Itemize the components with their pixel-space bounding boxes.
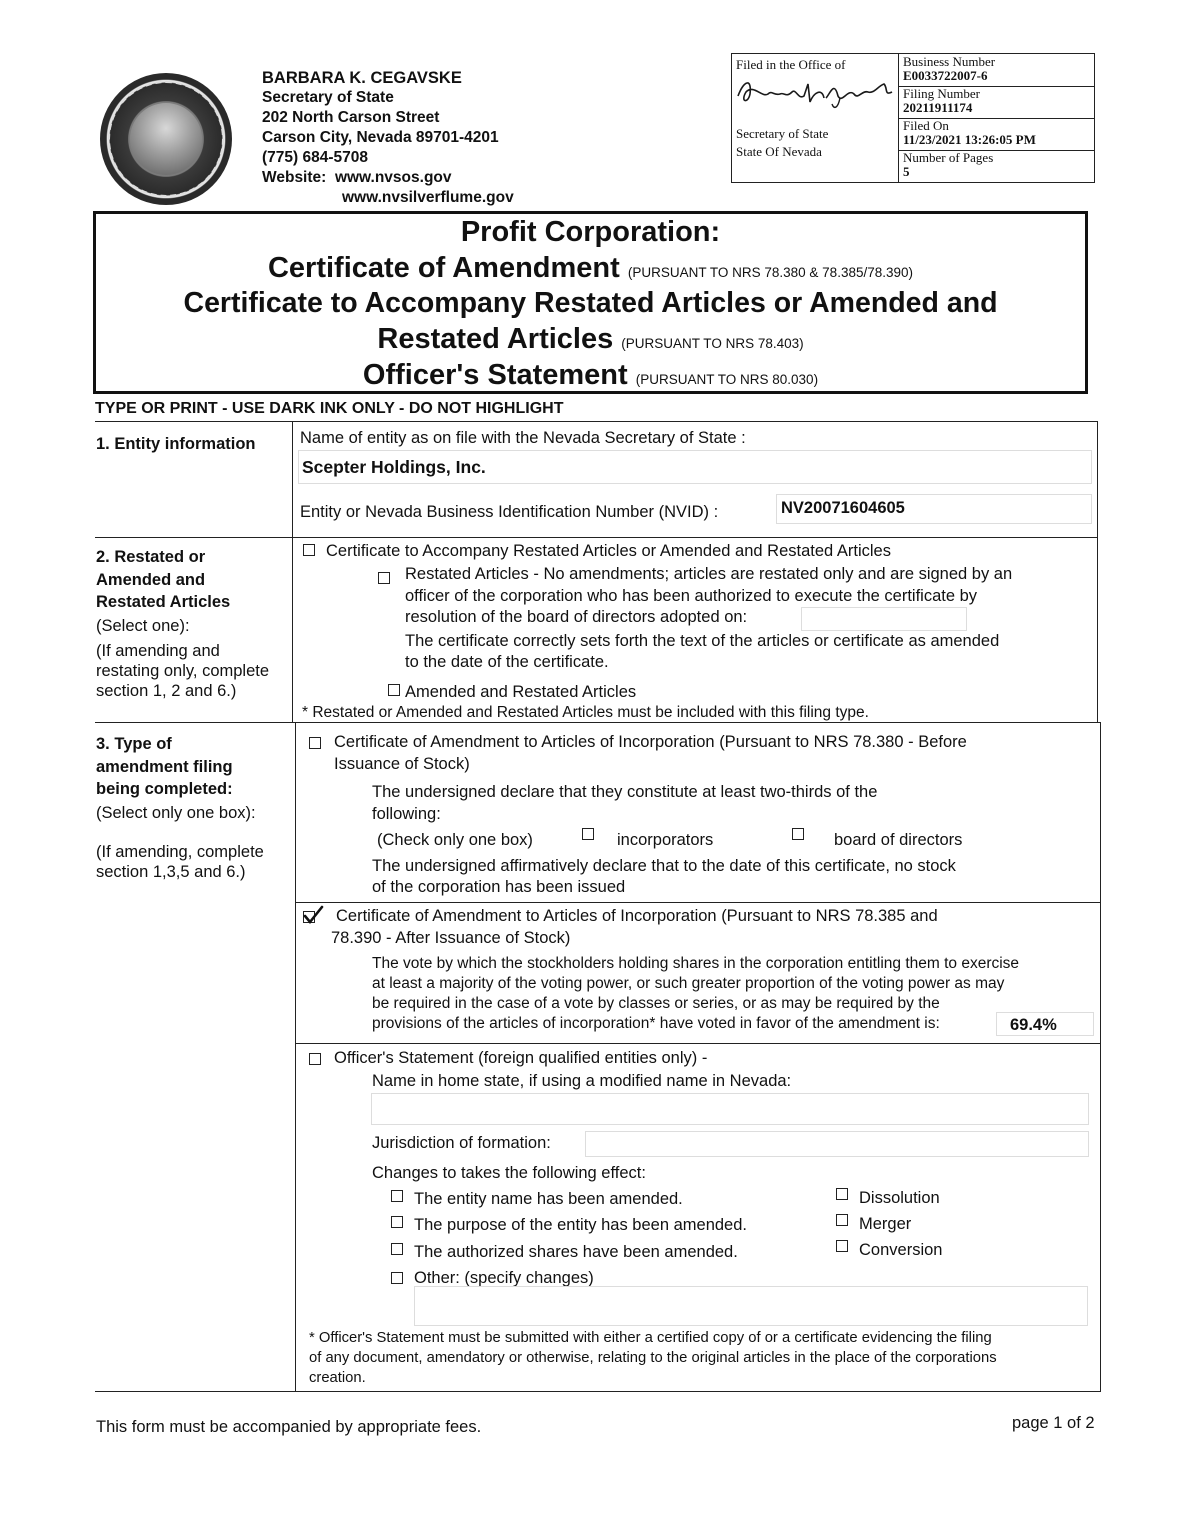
section3-note bbox=[96, 842, 264, 882]
officer-footnote bbox=[309, 1328, 997, 1388]
nevada-state-seal bbox=[100, 73, 232, 205]
title-officer-note: (PURSUANT TO NRS 80.030) bbox=[635, 372, 819, 387]
opt-restated-articles-l3: resolution of the board of directors adopted on: bbox=[405, 608, 748, 626]
address-line-2: Carson City, Nevada 89701-4201 bbox=[262, 129, 499, 146]
website-label: Website: bbox=[262, 169, 327, 186]
declare-l1: The undersigned declare that they constitute at least two-thirds of the bbox=[372, 783, 878, 801]
title-cert-accompany: Certificate to Accompany Restated Articles or Amended and bbox=[183, 287, 998, 319]
vote-l1: The vote by which the stockholders holding shares in the corporation entitling them to exercise bbox=[372, 955, 1020, 972]
title-restated-note: (PURSUANT TO NRS 78.403) bbox=[621, 336, 804, 351]
col-divider-2 bbox=[295, 722, 296, 1392]
section2-label-l3: Restated Articles bbox=[96, 593, 231, 611]
section2-note bbox=[96, 641, 269, 701]
pages-value: 5 bbox=[903, 164, 910, 179]
title-restated-text: Restated Articles bbox=[377, 323, 614, 355]
vote-l3: be required in the case of a vote by classes or series, or as may be required by the bbox=[372, 995, 940, 1012]
checkbox-dissolution[interactable] bbox=[836, 1188, 848, 1200]
seal-center bbox=[130, 103, 202, 175]
opt-restated-certificate: Certificate to Accompany Restated Articles or Amended and Restated Articles bbox=[326, 542, 891, 560]
row-divider-3 bbox=[295, 902, 1100, 903]
nvid-field[interactable] bbox=[776, 494, 1092, 524]
entity-name-prompt: Name of entity as on file with the Nevada Secretary of State : bbox=[300, 429, 746, 447]
opt-after-issuance bbox=[331, 905, 938, 949]
opt-before-issuance-l2: Issuance of Stock) bbox=[334, 755, 470, 773]
checkbox-amended-restated[interactable] bbox=[388, 684, 400, 696]
filing-stamp-box bbox=[731, 53, 1095, 183]
officer-footnote-l3: creation. bbox=[309, 1370, 366, 1386]
affirm-l1: The undersigned affirmatively declare that to the date of this certificate, no stock bbox=[372, 857, 956, 875]
checkbox-board-of-directors[interactable] bbox=[792, 828, 804, 840]
chg-dissolution-label: Dissolution bbox=[859, 1189, 940, 1207]
business-number-value: E0033722007-6 bbox=[903, 68, 988, 83]
business-number-label: Business Number bbox=[903, 54, 996, 69]
right-border-2 bbox=[1100, 722, 1101, 1392]
checkbox-other-changes[interactable] bbox=[391, 1272, 403, 1284]
form-title-box bbox=[93, 211, 1088, 394]
checkbox-name-amended[interactable] bbox=[391, 1190, 403, 1202]
checkbox-officer-statement[interactable] bbox=[309, 1053, 321, 1065]
phone: (775) 684-5708 bbox=[262, 149, 368, 166]
title-restated bbox=[96, 323, 1085, 356]
filed-office-cell bbox=[732, 54, 899, 182]
officer-footnote-l1: * Officer's Statement must be submitted with either a certified copy of or a certificate evidencing the filing bbox=[309, 1330, 992, 1346]
filing-number-value: 20211911174 bbox=[903, 100, 973, 115]
instructions: TYPE OR PRINT - USE DARK INK ONLY - DO NOT HIGHLIGHT bbox=[95, 400, 564, 417]
section3-label-l3: being completed: bbox=[96, 780, 233, 798]
affirm-l2: of the corporation has been issued bbox=[372, 878, 626, 896]
other-changes-field[interactable] bbox=[414, 1286, 1088, 1326]
filed-on-cell bbox=[899, 119, 1094, 151]
checkmark-icon bbox=[302, 904, 324, 926]
title-cert-amendment bbox=[96, 252, 1085, 285]
section2-label bbox=[96, 546, 230, 614]
vote-l4: provisions of the articles of incorporation* have voted in favor of the amendment is: bbox=[372, 1015, 940, 1032]
pages-label: Number of Pages bbox=[903, 150, 994, 165]
checkbox-shares-amended[interactable] bbox=[391, 1243, 403, 1255]
checkbox-incorporators[interactable] bbox=[582, 828, 594, 840]
checkbox-conversion[interactable] bbox=[836, 1240, 848, 1252]
address-line-1: 202 North Carson Street bbox=[262, 109, 440, 126]
officer-statement-l1: Officer's Statement (foreign qualified entities only) - bbox=[334, 1049, 708, 1067]
section1-label: 1. Entity information bbox=[96, 435, 256, 453]
vote-percentage-field[interactable] bbox=[996, 1012, 1094, 1036]
officer-footnote-l2: of any document, amendatory or otherwise, relating to the original articles in the place of the corporations bbox=[309, 1350, 997, 1366]
secretary-signature bbox=[734, 74, 896, 112]
filed-on-value: 11/23/2021 13:26:05 PM bbox=[903, 132, 1036, 147]
opt-restated-articles-l1: Restated Articles - No amendments; articles are restated only and are signed by an bbox=[405, 565, 1013, 583]
filing-number-cell bbox=[899, 87, 1094, 119]
state-label: State Of Nevada bbox=[736, 144, 822, 159]
secretary-header bbox=[262, 68, 514, 208]
nvid-value: NV20071604605 bbox=[781, 499, 905, 517]
secretary-name: BARBARA K. CEGAVSKE bbox=[262, 69, 462, 87]
table-top-rule bbox=[95, 421, 1098, 422]
section2-footnote: * Restated or Amended and Restated Articles must be included with this filing type. bbox=[302, 704, 869, 721]
check-one-label: (Check only one box) bbox=[377, 831, 533, 849]
jurisdiction-field[interactable] bbox=[585, 1131, 1089, 1157]
right-border-1 bbox=[1097, 421, 1098, 723]
section3-label-l2: amendment filing bbox=[96, 757, 233, 776]
vote-text bbox=[372, 954, 1019, 1034]
title-cert-amendment-note: (PURSUANT TO NRS 78.380 & 78.385/78.390) bbox=[627, 265, 914, 280]
section3-note-l1: (If amending, complete bbox=[96, 843, 264, 861]
fees-note: This form must be accompanied by appropriate fees. bbox=[96, 1418, 482, 1436]
nvid-prompt: Entity or Nevada Business Identification Number (NVID) : bbox=[300, 503, 719, 521]
chg-shares-label: The authorized shares have been amended. bbox=[414, 1243, 738, 1261]
opt-restated-articles-l4: The certificate correctly sets forth the text of the articles or certificate as amended bbox=[405, 631, 1000, 650]
sec-of-state-label: Secretary of State bbox=[736, 126, 829, 141]
chg-name-label: The entity name has been amended. bbox=[414, 1190, 683, 1208]
filed-in-label: Filed in the Office of bbox=[736, 57, 846, 72]
chg-purpose-label: The purpose of the entity has been amended. bbox=[414, 1216, 747, 1234]
chg-conversion-label: Conversion bbox=[859, 1241, 943, 1259]
table-bottom-rule bbox=[95, 1391, 1100, 1392]
checkbox-restated-articles[interactable] bbox=[378, 572, 390, 584]
checkbox-before-issuance[interactable] bbox=[309, 737, 321, 749]
checkbox-restated-certificate[interactable] bbox=[303, 544, 315, 556]
secretary-title: Secretary of State bbox=[262, 89, 394, 106]
vote-percentage-value: 69.4% bbox=[1010, 1016, 1057, 1034]
board-label: board of directors bbox=[834, 831, 963, 849]
opt-restated-articles-l2: officer of the corporation who has been authorized to execute the certificate by bbox=[405, 586, 978, 605]
opt-after-issuance-l1: Certificate of Amendment to Articles of Incorporation (Pursuant to NRS 78.385 and bbox=[336, 907, 938, 925]
opt-amended-restated: Amended and Restated Articles bbox=[405, 683, 637, 701]
checkbox-merger[interactable] bbox=[836, 1214, 848, 1226]
section3-select: (Select only one box): bbox=[96, 804, 256, 822]
entity-name-value: Scepter Holdings, Inc. bbox=[302, 457, 486, 477]
checkbox-purpose-amended[interactable] bbox=[391, 1216, 403, 1228]
vote-l2: at least a majority of the voting power, or such greater proportion of the voting power as may bbox=[372, 975, 1005, 992]
jurisdiction-label: Jurisdiction of formation: bbox=[372, 1134, 551, 1152]
section2-select: (Select one): bbox=[96, 617, 190, 635]
title-officer-text: Officer's Statement bbox=[362, 359, 628, 391]
title-cert-amendment-text: Certificate of Amendment bbox=[267, 252, 620, 284]
chg-other-label: Other: (specify changes) bbox=[414, 1269, 594, 1287]
opt-restated-articles-l5: to the date of the certificate. bbox=[405, 653, 609, 671]
entity-name-field[interactable] bbox=[298, 450, 1092, 484]
section2-note-l3: section 1, 2 and 6.) bbox=[96, 682, 237, 700]
filing-number-label: Filing Number bbox=[903, 86, 980, 101]
pages-cell bbox=[899, 151, 1094, 181]
section3-label-l1: 3. Type of bbox=[96, 735, 172, 753]
chg-merger-label: Merger bbox=[859, 1215, 912, 1233]
section3-note-l2: section 1,3,5 and 6.) bbox=[96, 863, 246, 881]
website-2: www.nvsilverflume.gov bbox=[342, 189, 514, 206]
filed-on-label: Filed On bbox=[903, 118, 949, 133]
opt-before-issuance bbox=[334, 731, 967, 775]
incorporators-label: incorporators bbox=[617, 831, 714, 849]
declare-l2: following: bbox=[372, 805, 441, 823]
row-divider-4 bbox=[295, 1043, 1100, 1044]
section2-note-l1: (If amending and bbox=[96, 642, 220, 660]
section2-label-l1: 2. Restated or bbox=[96, 548, 206, 566]
officer-statement-l2: Name in home state, if using a modified name in Nevada: bbox=[372, 1072, 792, 1090]
declare-text bbox=[372, 781, 877, 825]
col-divider-1 bbox=[292, 421, 293, 723]
business-number-cell bbox=[899, 55, 1094, 87]
section2-label-l2: Amended and bbox=[96, 570, 206, 589]
affirm-text bbox=[372, 856, 956, 898]
opt-after-issuance-l2: 78.390 - After Issuance of Stock) bbox=[331, 929, 571, 947]
website-1: www.nvsos.gov bbox=[334, 169, 452, 186]
section3-label bbox=[96, 733, 233, 801]
section2-note-l2: restating only, complete bbox=[96, 662, 270, 680]
title-profit-corp: Profit Corporation: bbox=[460, 216, 721, 248]
title-officer-statement bbox=[96, 359, 1085, 392]
home-state-name-field[interactable] bbox=[371, 1093, 1089, 1125]
opt-before-issuance-l1: Certificate of Amendment to Articles of Incorporation (Pursuant to NRS 78.380 - Before bbox=[334, 733, 967, 751]
row-divider-1 bbox=[95, 537, 1098, 538]
changes-label: Changes to takes the following effect: bbox=[372, 1164, 646, 1182]
board-adopted-date-field[interactable] bbox=[801, 607, 967, 631]
page-number: page 1 of 2 bbox=[1012, 1414, 1095, 1432]
